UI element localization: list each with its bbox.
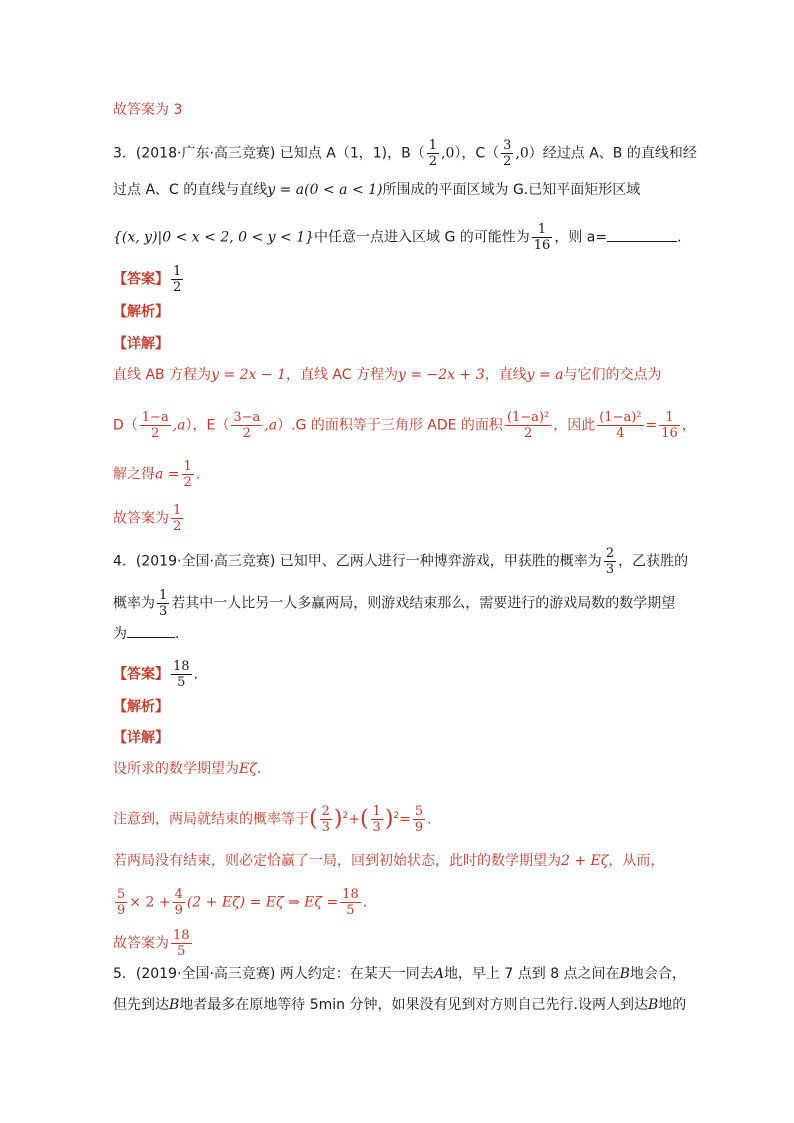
fraction: $\frac{2}{3}$ (605, 546, 615, 577)
fraction: $\frac{\text{(1−a)²}}{4}$ (599, 410, 642, 441)
math: {(x, y)|0 < x < 2, 0 < y < 1} (113, 229, 315, 246)
detail-label: 【详解】 (113, 730, 169, 746)
q3-text: ，则 a= (554, 229, 608, 246)
fraction: $\frac{1}{2}$ (173, 503, 182, 534)
q4-final-answer: 故答案为 $\frac{18}{5}$ (113, 928, 190, 959)
q3-line-2 (113, 180, 640, 200)
fraction: $\frac{18}{5}$ (342, 887, 359, 918)
q4-solution-line-3: 若两局没有结束，则必定恰赢了一局，回到初始状态，此时的数学期望为2 + Eζ，从而， (113, 853, 665, 869)
answer-label: 【答案】 (113, 271, 169, 288)
fraction: $\frac{5}{9}$ (414, 804, 424, 835)
math: y = a (526, 367, 564, 383)
fraction: $\frac{1}{2}$ (173, 264, 182, 295)
answer-blank (607, 227, 677, 242)
q3-line-1 (113, 138, 697, 169)
q3-line-3 (113, 222, 682, 253)
q3-text: 3．(2018·广东·高三竞赛) 已知点 A（1，1)，B（ (113, 145, 425, 162)
fraction: $\frac{3-a}{2}$ (233, 410, 261, 441)
q4-answer: 【答案】 $\frac{18}{5}$ . (113, 659, 198, 690)
fraction: $\frac{\text{(1−a)²}}{2}$ (506, 410, 550, 441)
q3-answer (113, 264, 185, 295)
answer-blank (127, 623, 175, 638)
q4-line-1: 4．(2019·全国·高三竞赛) 已知甲、乙两人进行一种博弈游戏，甲获胜的概率为 $\frac{2}{3}$ ，乙获胜的 (113, 546, 689, 577)
fraction: $\frac{2}{3}$ (321, 804, 330, 835)
fraction: $\frac{1-a}{2}$ (141, 410, 169, 441)
math: ,0 (515, 145, 529, 162)
fraction: $\frac{3}{2}$ (503, 138, 512, 169)
fraction: $\frac{4}{9}$ (174, 887, 183, 918)
math: y = −2x + 3 (398, 367, 485, 383)
q4-line-2: 概率为 $\frac{1}{3}$ 若其中一人比另一人多赢两局，则游戏结束那么，需要进行的游戏局数的数学期望 (113, 588, 676, 619)
q4-line-3: 为 . (113, 623, 179, 644)
fraction: $\frac{1}{2}$ (183, 459, 192, 490)
math: 2 + Eζ (561, 853, 609, 869)
q3-solution-line-3: 解之得a = $\frac{1}{2}$ . (113, 459, 201, 490)
fraction: $\frac{1}{3}$ (159, 588, 168, 619)
analysis-label: 【解析】 (113, 699, 169, 715)
q5-line-2: 但先到达B地者最多在原地等待 5min 分钟，如果没有见到对方则自己先行.设两人到达B地的 (113, 997, 687, 1013)
q4-solution-line-1: 设所求的数学期望为Eζ. (113, 761, 262, 777)
analysis-label: 【解析】 (113, 304, 169, 320)
fraction: $\frac{18}{5}$ (173, 659, 190, 690)
fraction: $\frac{1}{3}$ (372, 804, 381, 835)
math: ,a (264, 417, 278, 434)
detail-label: 【详解】 (113, 336, 169, 352)
fraction: $\frac{1}{16}$ (533, 222, 551, 253)
q4-solution-line-2: 注意到，两局就结束的概率等于( $\frac{2}{3}$ )$^2$+( $\frac{1}{3}$ )$^2$= $\frac{5}{9}$ . (113, 804, 432, 835)
q3-solution-line-1: 直线 AB 方程为y = 2x − 1，直线 AC 方程为y = −2x + 3，直线y = a与它们的交点为 (113, 367, 662, 383)
math: y = a(0 < a < 1) (267, 182, 383, 198)
q3-final-answer: 故答案为 $\frac{1}{2}$ (113, 503, 182, 534)
fraction: $\frac{5}{9}$ (117, 887, 126, 918)
q3-solution-line-2: D（ $\frac{1-a}{2}$ ,a），E（ $\frac{3-a}{2}$ ,a）.G 的面积等于三角形 ADE 的面积 $\frac{\text{(1−a)²}}{2}$ ，因此 $\frac{\text{(1−a)²}}{4}$ = $\frac{1}{16}$ ， (113, 410, 696, 441)
q3-text: 中任意一点进入区域 G 的可能性为 (314, 229, 530, 246)
q3-text: 所围成的平面区域为 G.已知平面矩形区域 (382, 182, 641, 198)
fraction: $\frac{1}{2}$ (428, 138, 437, 169)
math: y = 2x − 1 (211, 367, 286, 383)
q4-solution-line-4: $\frac{5}{9}$ × 2 + $\frac{4}{9}$ (2 + Eζ) = Eζ ⇒ Eζ = $\frac{18}{5}$ . (117, 887, 368, 918)
math: ,0 (441, 145, 455, 162)
q3-text: 过点 A、C 的直线与直线 (113, 182, 268, 198)
fraction: $\frac{18}{5}$ (173, 928, 190, 959)
answer-line-q2: 故答案为 3 (113, 102, 183, 118)
math: a = (155, 466, 180, 483)
q3-text: ）经过点 A、B 的直线和经 (528, 145, 697, 162)
q3-text: . (677, 229, 682, 246)
math: Eζ (239, 761, 257, 777)
answer-label: 【答案】 (113, 666, 169, 683)
fraction: $\frac{1}{16}$ (661, 410, 678, 441)
math: ,a (172, 417, 186, 434)
q3-text: ），C（ (454, 145, 500, 162)
q5-line-1: 5．(2019·全国·高三竞赛) 两人约定：在某天一同去A地，早上 7 点到 8 点之间在B地会合， (113, 966, 686, 982)
math: (2 + Eζ) = Eζ ⇒ Eζ = (186, 894, 339, 911)
